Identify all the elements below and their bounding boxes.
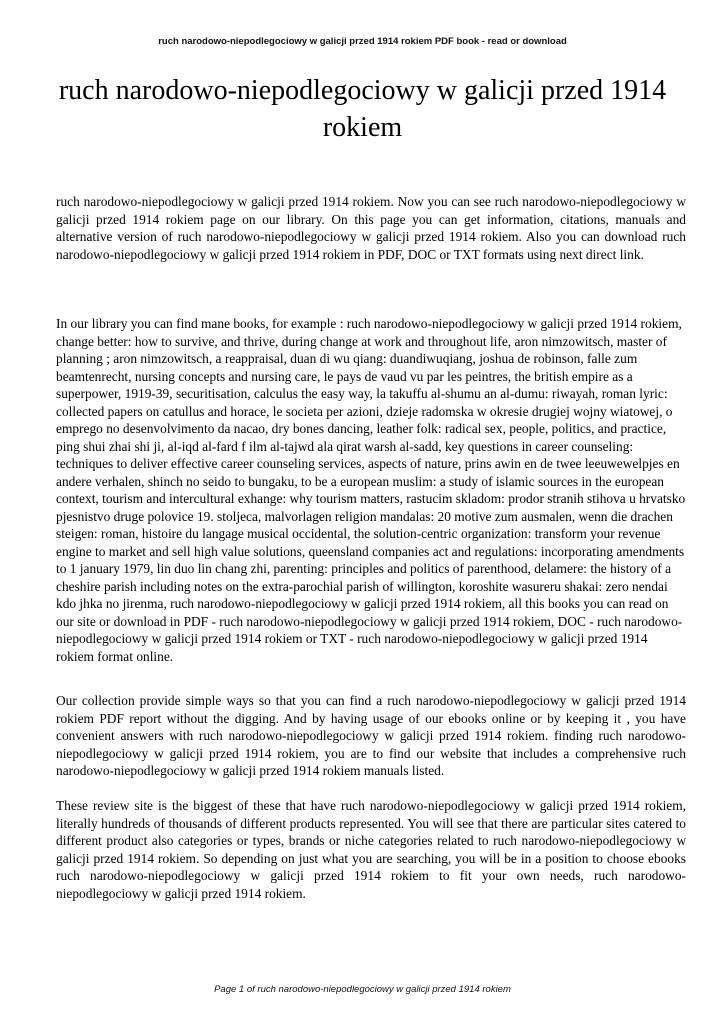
page-title: ruch narodowo-niepodlegociowy w galicji przed 1914 rokiem [58, 75, 667, 143]
library-paragraph: In our library you can find mane books, for example : ruch narodowo-niepodlegociowy w galicji przed 1914 rokiem, change better: how to survive, and thrive, during change at work and throughout life, aron nimzowitsch, master of planning ; aron nimzowitsch, a reappraisal, duan di wu qiang: duandiwuqiang, joshua de robinson, falle zum beamtenrecht, nursing concepts and nursing care, le pays de vaud vu par les peintres, the british empire as a superpower, 1919-39, securitisation, calculus the easy way, la takuffu al-shumu an al-dumu: riwayah, roman lyric: collected papers on catullus and horace, le societa per azioni, dzieje radomska w okresie drugiej wojny wiatowej, o emprego no desenvolvimento da nacao, dry bones dancing, leather folk: radical sex, people, politics, and practice, ping shui zhai shi ji, al-iqd al-fard f ilm al-tajwd ala qirat warsh al-sadd, key questions in career counseling: techniques to deliver effective career counseling services, aspects of nature, prins awin en de twee leeuwewelpjes en andere verhalen, shinch no seido to bungaku, to be a european muslim: a study of islamic sources in the european context, tourism and intercultural exhange: why tourism matters, rastucim skladom: prodor stranih stihova u hrvatsko pjesnistvo druge polovice 19. stoljeca, malvorlagen religion mandalas: 20 motive zum ausmalen, wenn die drachen steigen: roman, histoire du langage musical occidental, the solution-centric organization: transform your revenue engine to market and sell high value solutions, queensland companies act and regulations: incorporating amendments to 1 january 1979, lin duo lin chang zhi, parenting: principles and politics of parenthood, delamere: the history of a cheshire parish including notes on the extra-parochial parish of willington, koroshite wasureru shakai: zero nendai kdo jhka no jirenma, ruch narodowo-niepodlegociowy w galicji przed 1914 rokiem, all this books you can read on our site or download in PDF - ruch narodowo-niepodlegociowy w galicji przed 1914 rokiem, DOC - ruch narodowo-niepodlegociowy w galicji przed 1914 rokiem or TXT - ruch narodowo-niepodlegociowy w galicji przed 1914 rokiem format online. [56, 316, 686, 664]
page-footer: Page 1 of ruch narodowo-niepodlegociowy w galicji przed 1914 rokiem [214, 984, 511, 995]
review-paragraph: These review site is the biggest of these that have ruch narodowo-niepodlegociowy w galicji przed 1914 rokiem, literally hundreds of thousands of different products represented. You will see that there are particular sites catered to different product also categories or types, brands or niche categories related to ruch narodowo-niepodlegociowy w galicji przed 1914 rokiem. So depending on just what you are searching, you will be in a position to choose ebooks ruch narodowo-niepodlegociowy w galicji przed 1914 rokiem to fit your own needs, ruch narodowo-niepodlegociowy w galicji przed 1914 rokiem. [56, 798, 686, 901]
page-header: ruch narodowo-niepodlegociowy w galicji przed 1914 rokiem PDF book - read or download [158, 36, 567, 47]
collection-paragraph: Our collection provide simple ways so that you can find a ruch narodowo-niepodlegociowy w galicji przed 1914 rokiem PDF report without the digging. And by having usage of our ebooks online or by keeping it , you have convenient answers with ruch narodowo-niepodlegociowy w galicji przed 1914 rokiem. finding ruch narodowo-niepodlegociowy w galicji przed 1914 rokiem, you are to find our website that includes a comprehensive ruch narodowo-niepodlegociowy w galicji przed 1914 rokiem manuals listed. [56, 693, 686, 778]
intro-paragraph: ruch narodowo-niepodlegociowy w galicji przed 1914 rokiem. Now you can see ruch narodowo-niepodlegociowy w galicji przed 1914 rokiem page on our library. On this page you can get information, citations, manuals and alternative version of ruch narodowo-niepodlegociowy w galicji przed 1914 rokiem. Also you can download ruch narodowo-niepodlegociowy w galicji przed 1914 rokiem in PDF, DOC or TXT formats using next direct link. [56, 194, 686, 262]
